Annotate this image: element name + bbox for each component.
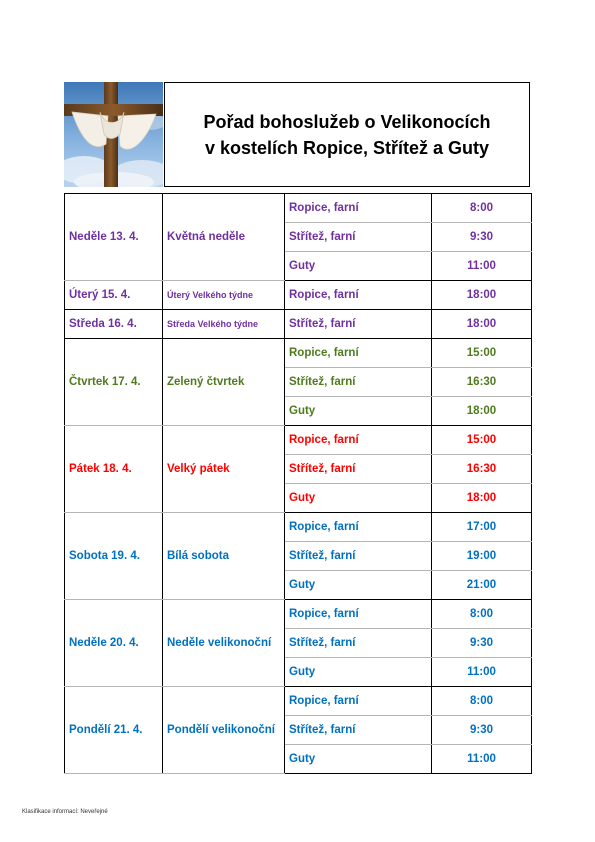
table-row (65, 426, 532, 455)
feast-cell: Zelený čtvrtek (163, 339, 285, 426)
place-cell: Ropice, farní (285, 194, 432, 223)
feast-cell: Květná neděle (163, 194, 285, 281)
day-cell: Neděle 13. 4. (65, 194, 163, 281)
time-cell: 9:30 (432, 716, 532, 745)
day-cell: Neděle 20. 4. (65, 600, 163, 687)
day-cell: Středa 16. 4. (65, 310, 163, 339)
table-row (65, 513, 532, 542)
table-row (65, 281, 532, 310)
table-row (65, 687, 532, 716)
time-cell: 11:00 (432, 745, 532, 774)
feast-cell: Pondělí velikonoční (163, 687, 285, 774)
day-cell: Čtvrtek 17. 4. (65, 339, 163, 426)
place-cell: Ropice, farní (285, 600, 432, 629)
place-cell: Střítež, farní (285, 455, 432, 484)
place-cell: Guty (285, 484, 432, 513)
place-cell: Ropice, farní (285, 687, 432, 716)
table-row (65, 310, 532, 339)
feast-cell: Bílá sobota (163, 513, 285, 600)
place-cell: Střítež, farní (285, 716, 432, 745)
place-cell: Střítež, farní (285, 542, 432, 571)
place-cell: Guty (285, 397, 432, 426)
cross-with-cloth-icon (64, 82, 163, 187)
time-cell: 15:00 (432, 339, 532, 368)
feast-cell: Neděle velikonoční (163, 600, 285, 687)
place-cell: Střítež, farní (285, 629, 432, 658)
time-cell: 17:00 (432, 513, 532, 542)
place-cell: Ropice, farní (285, 281, 432, 310)
time-cell: 18:00 (432, 310, 532, 339)
table-row (65, 339, 532, 368)
feast-cell: Středa Velkého týdne (163, 310, 285, 339)
place-cell: Guty (285, 252, 432, 281)
title-box (164, 82, 530, 187)
time-cell: 15:00 (432, 426, 532, 455)
place-cell: Ropice, farní (285, 426, 432, 455)
day-cell: Úterý 15. 4. (65, 281, 163, 310)
time-cell: 18:00 (432, 397, 532, 426)
day-cell: Sobota 19. 4. (65, 513, 163, 600)
place-cell: Guty (285, 745, 432, 774)
time-cell: 18:00 (432, 484, 532, 513)
feast-cell: Velký pátek (163, 426, 285, 513)
schedule-body (65, 194, 532, 774)
day-cell: Pondělí 21. 4. (65, 687, 163, 774)
place-cell: Ropice, farní (285, 339, 432, 368)
time-cell: 21:00 (432, 571, 532, 600)
place-cell: Střítež, farní (285, 223, 432, 252)
title-line-2: v kostelích Ropice, Střítež a Guty (204, 137, 490, 158)
time-cell: 8:00 (432, 194, 532, 223)
cross-image (64, 82, 163, 187)
time-cell: 18:00 (432, 281, 532, 310)
place-cell: Guty (285, 571, 432, 600)
time-cell: 8:00 (432, 687, 532, 716)
time-cell: 16:30 (432, 368, 532, 397)
schedule-table (64, 193, 532, 774)
time-cell: 9:30 (432, 223, 532, 252)
time-cell: 19:00 (432, 542, 532, 571)
time-cell: 16:30 (432, 455, 532, 484)
table-row (65, 194, 532, 223)
place-cell: Střítež, farní (285, 310, 432, 339)
feast-cell: Úterý Velkého týdne (163, 281, 285, 310)
place-cell: Střítež, farní (285, 368, 432, 397)
place-cell: Ropice, farní (285, 513, 432, 542)
title-line-1: Pořad bohoslužeb o Velikonocích (203, 111, 491, 132)
time-cell: 9:30 (432, 629, 532, 658)
table-row (65, 600, 532, 629)
day-cell: Pátek 18. 4. (65, 426, 163, 513)
place-cell: Guty (285, 658, 432, 687)
time-cell: 11:00 (432, 252, 532, 281)
classification-footer: Klasifikace informací: Neveřejné (22, 809, 108, 815)
time-cell: 11:00 (432, 658, 532, 687)
time-cell: 8:00 (432, 600, 532, 629)
